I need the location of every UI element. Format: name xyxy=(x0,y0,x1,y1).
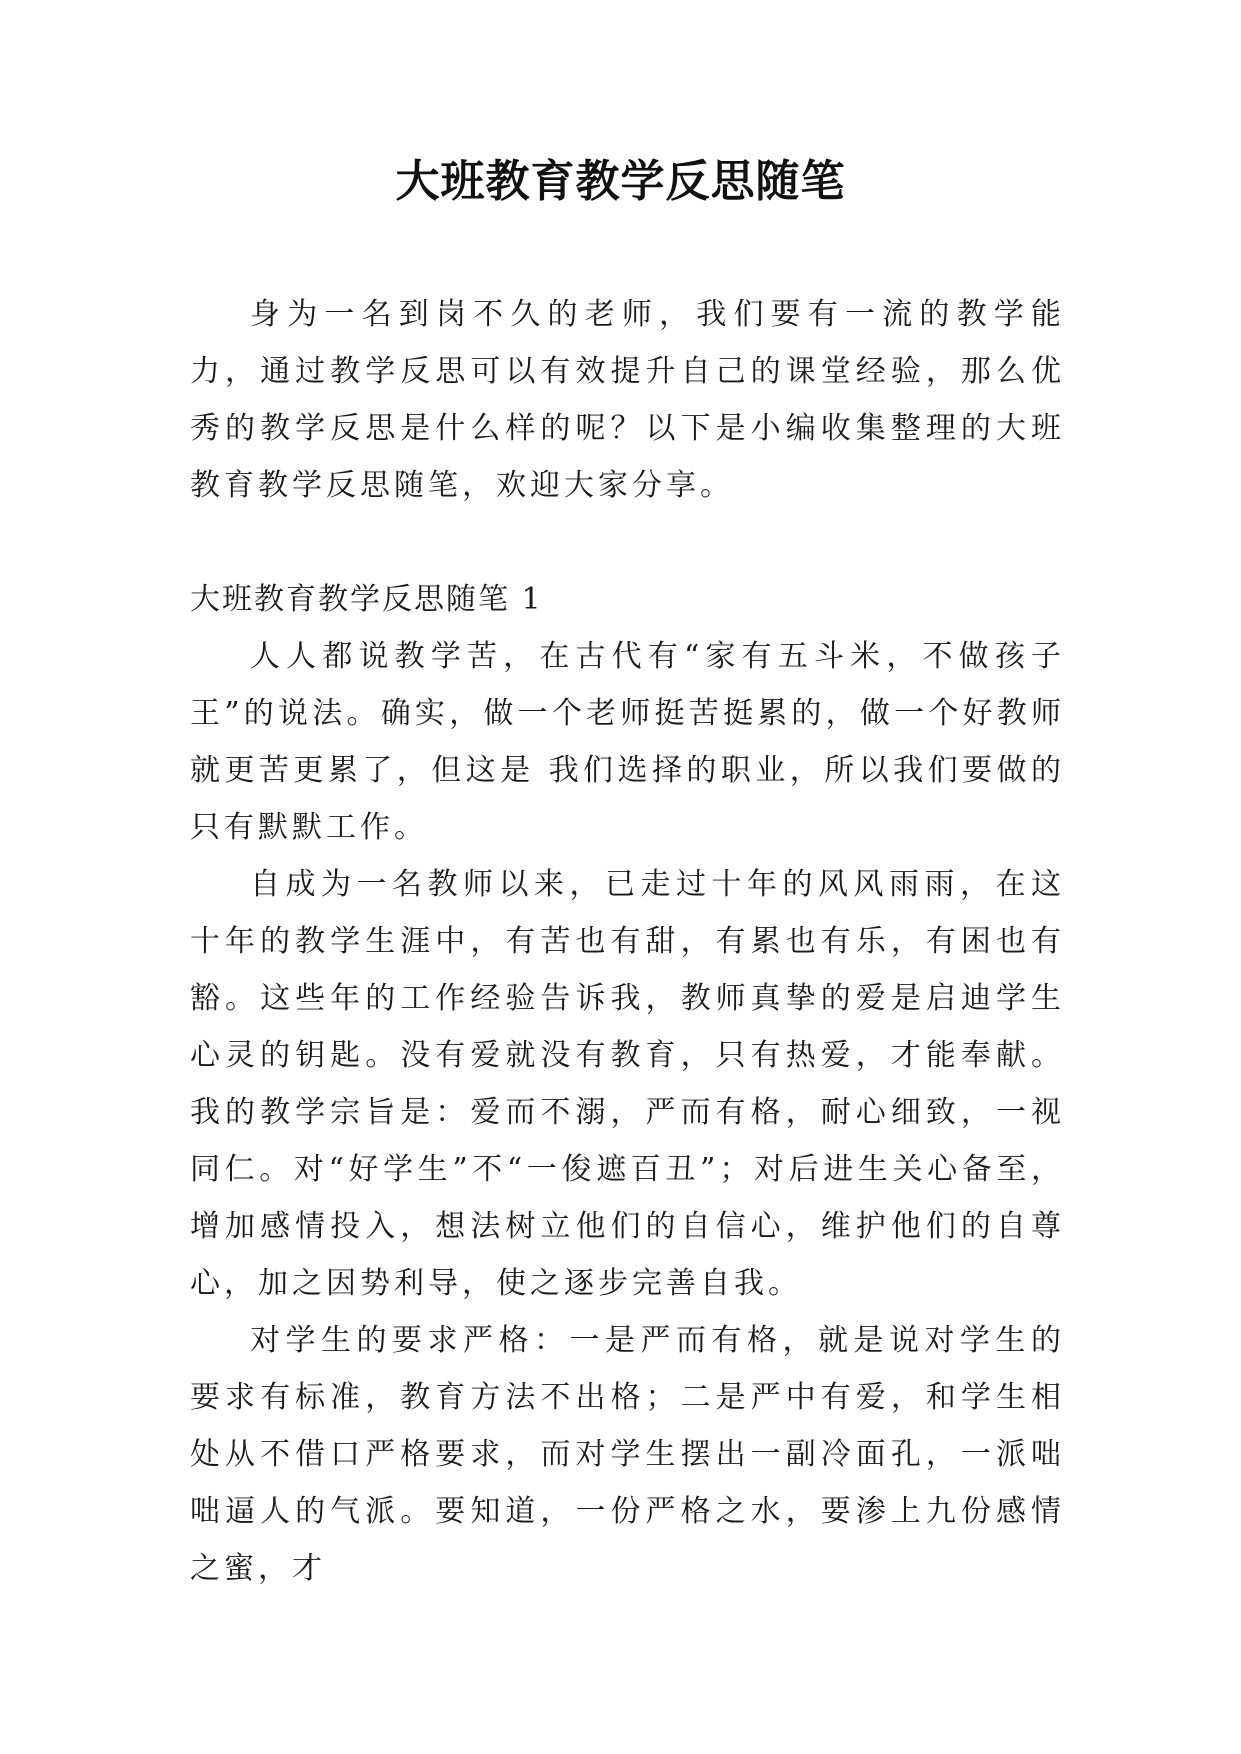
intro-paragraph: 身为一名到岗不久的老师，我们要有一流的教学能力，通过教学反思可以有效提升自己的课堂经验，那么优秀的教学反思是什么样的呢？以下是小编收集整理的大班教育教学反思随笔，欢迎大家分享。 xyxy=(190,297,1065,503)
document-body xyxy=(190,286,1065,1597)
document-title: 大班教育教学反思随笔 xyxy=(395,156,846,207)
section-heading: 大班教育教学反思随笔 1 xyxy=(190,582,543,617)
body-paragraph-2: 自成为一名教师以来，已走过十年的风风雨雨，在这十年的教学生涯中，有苦也有甜，有累也有乐，有困也有豁。这些年的工作经验告诉我，教师真挚的爱是启迪学生心灵的钥匙。没有爱就没有教育，只有热爱，才能奉献。我的教学宗旨是：爱而不溺，严而有格，耐心细致，一视同仁。对“好学生”不“一俊遮百丑”；对后进生关心备至，增加感情投入，想法树立他们的自信心，维护他们的自尊心，加之因势利导，使之逐步完善自我。 xyxy=(190,867,1065,1301)
body-paragraph-3: 对学生的要求严格：一是严而有格，就是说对学生的要求有标准，教育方法不出格；二是严中有爱，和学生相处从不借口严格要求，而对学生摆出一副冷面孔，一派咄咄逼人的气派。要知道，一份严格之水，要渗上九份感情之蜜，才 xyxy=(190,1323,1065,1586)
section-spacer xyxy=(190,514,1065,571)
body-paragraph-1: 人人都说教学苦，在古代有“家有五斗米，不做孩子王”的说法。确实，做一个老师挺苦挺累的，做一个好教师就更苦更累了，但这是 我们选择的职业，所以我们要做的只有默默工作。 xyxy=(190,639,1065,845)
